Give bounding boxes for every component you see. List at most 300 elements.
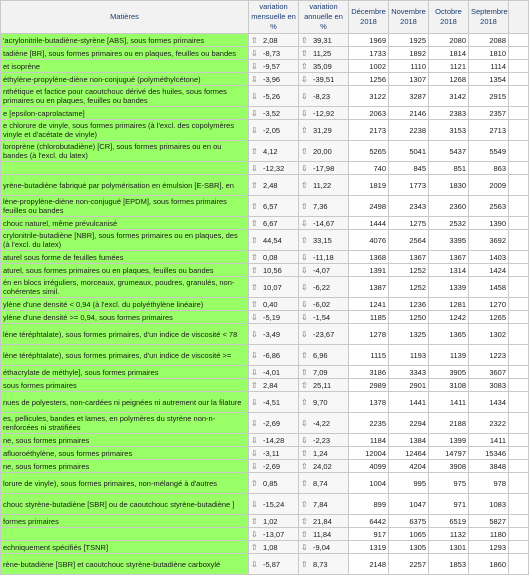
dec-value-cell: 4076 <box>349 230 389 251</box>
table-row <box>1 473 529 494</box>
extra-cell <box>509 251 529 264</box>
table-row <box>1 230 529 251</box>
oct-value-cell: 1268 <box>429 73 469 86</box>
sep-value-cell: 863 <box>469 162 509 175</box>
oct-value-cell: 1830 <box>429 175 469 196</box>
var-mensuelle-cell-value: 2,08 <box>263 35 278 45</box>
nov-value-cell: 1252 <box>389 277 429 298</box>
var-mensuelle-cell-value: 1,08 <box>263 542 278 552</box>
arrow-down-icon: ⇩ <box>251 125 258 135</box>
oct-value-cell: 1399 <box>429 434 469 447</box>
var-mensuelle-cell-value: -5,19 <box>263 312 281 322</box>
nov-value-cell: 2238 <box>389 120 429 141</box>
arrow-up-icon: ⇧ <box>301 35 308 45</box>
var-mensuelle-cell <box>249 264 299 277</box>
matiere-cell: chouc styrène-butadiène [SBR] ou de caoutchouc styrène-butadiène ] <box>1 494 249 515</box>
matiere-cell: nthétique et factice pour caoutchouc dérivé des huiles, sous formes primaires ou en plaques, feuilles ou bandes <box>1 86 249 107</box>
arrow-up-icon: ⇧ <box>301 125 308 135</box>
col-header-nov: Novembre 2018 <box>389 1 429 34</box>
var-mensuelle-cell-value: -13,07 <box>263 529 285 539</box>
arrow-up-icon: ⇧ <box>301 448 308 458</box>
arrow-down-icon: ⇩ <box>301 312 308 322</box>
arrow-up-icon: ⇧ <box>251 516 258 526</box>
arrow-up-icon: ⇧ <box>301 61 308 71</box>
oct-value-cell: 3908 <box>429 460 469 473</box>
nov-value-cell: 3343 <box>389 366 429 379</box>
arrow-up-icon: ⇧ <box>251 146 258 156</box>
extra-cell <box>509 324 529 345</box>
table-row <box>1 311 529 324</box>
extra-cell <box>509 47 529 60</box>
matiere-cell: aturel, sous formes primaires ou en plaques, feuilles ou bandes <box>1 264 249 277</box>
extra-cell <box>509 447 529 460</box>
dec-value-cell: 1319 <box>349 541 389 554</box>
arrow-up-icon: ⇧ <box>251 542 258 552</box>
arrow-down-icon: ⇩ <box>251 329 258 339</box>
matiere-cell: én en blocs irréguliers, morceaux, grumeaux, poudres, granulés, non-cohérentes simil. <box>1 277 249 298</box>
var-annuelle-cell <box>299 230 349 251</box>
matiere-cell: sous formes primaires <box>1 379 249 392</box>
var-mensuelle-cell-value: 1,02 <box>263 516 278 526</box>
var-mensuelle-cell-value: -3,52 <box>263 108 281 118</box>
dec-value-cell: 1378 <box>349 392 389 413</box>
arrow-down-icon: ⇩ <box>301 282 308 292</box>
arrow-down-icon: ⇩ <box>251 448 258 458</box>
var-annuelle-cell-value: -4,07 <box>313 265 331 275</box>
arrow-up-icon: ⇧ <box>301 201 308 211</box>
matiere-cell: crylonitrile-butadiène [NBR], sous formes primaires ou en plaques, des (à l'excl. du latex) <box>1 230 249 251</box>
var-annuelle-cell-value: 6,96 <box>313 350 328 360</box>
table-row <box>1 277 529 298</box>
matiere-cell: tadiène [BR], sous formes primaires ou en plaques, feuilles ou bandes <box>1 47 249 60</box>
var-annuelle-cell-value: -9,04 <box>313 542 331 552</box>
sep-value-cell: 1270 <box>469 298 509 311</box>
extra-cell <box>509 366 529 379</box>
table-row <box>1 47 529 60</box>
var-annuelle-cell-value: -2,23 <box>313 435 331 445</box>
oct-value-cell: 1853 <box>429 554 469 575</box>
var-annuelle-cell-value: -17,98 <box>313 163 335 173</box>
col-header-var-annuelle: variation annuelle en % <box>299 1 349 34</box>
matiere-cell: e [epsilon-caprolactame] <box>1 107 249 120</box>
var-mensuelle-cell <box>249 34 299 47</box>
matiere-cell: yrène-butadiène fabriqué par polymérisation en émulsion [E-SBR], en <box>1 175 249 196</box>
var-annuelle-cell <box>299 107 349 120</box>
table-row <box>1 392 529 413</box>
matiere-cell: loroprène (chlorobutadiène) [CR], sous formes primaires ou en ou bandes (à l'excl. du latex) <box>1 141 249 162</box>
nov-value-cell: 1307 <box>389 73 429 86</box>
col-header-matieres: Matières <box>1 1 249 34</box>
var-annuelle-cell <box>299 264 349 277</box>
extra-cell <box>509 60 529 73</box>
var-annuelle-cell-value: -39,51 <box>313 74 335 84</box>
table-row <box>1 34 529 47</box>
arrow-down-icon: ⇩ <box>301 252 308 262</box>
oct-value-cell: 2360 <box>429 196 469 217</box>
var-mensuelle-cell-value: -2,05 <box>263 125 281 135</box>
var-mensuelle-cell-value: -8,73 <box>263 48 281 58</box>
dec-value-cell: 4099 <box>349 460 389 473</box>
extra-cell <box>509 460 529 473</box>
nov-value-cell: 2146 <box>389 107 429 120</box>
table-row <box>1 107 529 120</box>
sep-value-cell: 15346 <box>469 447 509 460</box>
table-row <box>1 494 529 515</box>
var-annuelle-cell <box>299 47 349 60</box>
arrow-up-icon: ⇧ <box>251 265 258 275</box>
matiere-cell: chouc naturel, même prévulcanisé <box>1 217 249 230</box>
var-annuelle-cell-value: 8,74 <box>313 478 328 488</box>
oct-value-cell: 3108 <box>429 379 469 392</box>
var-mensuelle-cell-value: 2,84 <box>263 380 278 390</box>
nov-value-cell: 2564 <box>389 230 429 251</box>
var-annuelle-cell <box>299 447 349 460</box>
extra-cell <box>509 392 529 413</box>
sep-value-cell: 1390 <box>469 217 509 230</box>
var-annuelle-cell <box>299 324 349 345</box>
var-annuelle-cell-value: 7,84 <box>313 499 328 509</box>
table-row <box>1 434 529 447</box>
matiere-cell: éthacrylate de méthyle], sous formes primaires <box>1 366 249 379</box>
oct-value-cell: 2188 <box>429 413 469 434</box>
arrow-down-icon: ⇩ <box>251 61 258 71</box>
sep-value-cell: 2915 <box>469 86 509 107</box>
arrow-down-icon: ⇩ <box>251 350 258 360</box>
var-mensuelle-cell-value: -6,86 <box>263 350 281 360</box>
sep-value-cell: 1354 <box>469 73 509 86</box>
sep-value-cell: 1265 <box>469 311 509 324</box>
oct-value-cell: 1242 <box>429 311 469 324</box>
sep-value-cell: 1424 <box>469 264 509 277</box>
var-mensuelle-cell <box>249 230 299 251</box>
table-row <box>1 541 529 554</box>
oct-value-cell: 3142 <box>429 86 469 107</box>
var-annuelle-cell <box>299 60 349 73</box>
sep-value-cell: 1860 <box>469 554 509 575</box>
var-mensuelle-cell <box>249 73 299 86</box>
dec-value-cell: 1733 <box>349 47 389 60</box>
var-annuelle-cell <box>299 120 349 141</box>
arrow-up-icon: ⇧ <box>251 478 258 488</box>
var-annuelle-cell-value: 39,31 <box>313 35 332 45</box>
matiere-cell: ne, sous formes primaires <box>1 434 249 447</box>
dec-value-cell: 917 <box>349 528 389 541</box>
sep-value-cell: 1810 <box>469 47 509 60</box>
arrow-up-icon: ⇧ <box>251 235 258 245</box>
arrow-up-icon: ⇧ <box>301 516 308 526</box>
table-row <box>1 162 529 175</box>
var-mensuelle-cell <box>249 107 299 120</box>
dec-value-cell: 1004 <box>349 473 389 494</box>
oct-value-cell: 2080 <box>429 34 469 47</box>
var-annuelle-cell-value: 1,24 <box>313 448 328 458</box>
var-mensuelle-cell-value: -9,57 <box>263 61 281 71</box>
arrow-down-icon: ⇩ <box>251 74 258 84</box>
extra-cell <box>509 86 529 107</box>
var-annuelle-cell <box>299 473 349 494</box>
sep-value-cell: 5549 <box>469 141 509 162</box>
extra-cell <box>509 141 529 162</box>
var-mensuelle-cell-value: 0,08 <box>263 252 278 262</box>
extra-cell <box>509 473 529 494</box>
table-row <box>1 251 529 264</box>
nov-value-cell: 2257 <box>389 554 429 575</box>
dec-value-cell: 1184 <box>349 434 389 447</box>
oct-value-cell: 6519 <box>429 515 469 528</box>
table-row <box>1 324 529 345</box>
dec-value-cell: 1185 <box>349 311 389 324</box>
var-mensuelle-cell-value: 0,85 <box>263 478 278 488</box>
extra-cell <box>509 379 529 392</box>
table-row <box>1 175 529 196</box>
oct-value-cell: 971 <box>429 494 469 515</box>
arrow-up-icon: ⇧ <box>301 367 308 377</box>
oct-value-cell: 1367 <box>429 251 469 264</box>
dec-value-cell: 2063 <box>349 107 389 120</box>
arrow-down-icon: ⇩ <box>301 74 308 84</box>
nov-value-cell: 1236 <box>389 298 429 311</box>
extra-cell <box>509 311 529 324</box>
dec-value-cell: 2989 <box>349 379 389 392</box>
sep-value-cell: 1411 <box>469 434 509 447</box>
oct-value-cell: 3905 <box>429 366 469 379</box>
table-row <box>1 515 529 528</box>
arrow-down-icon: ⇩ <box>301 108 308 118</box>
arrow-down-icon: ⇩ <box>301 163 308 173</box>
var-mensuelle-cell-value: -4,01 <box>263 367 281 377</box>
nov-value-cell: 1367 <box>389 251 429 264</box>
sep-value-cell: 1302 <box>469 324 509 345</box>
extra-cell <box>509 73 529 86</box>
dec-value-cell: 740 <box>349 162 389 175</box>
var-mensuelle-cell-value: -2,69 <box>263 418 281 428</box>
matiere-cell <box>1 162 249 175</box>
var-annuelle-cell <box>299 528 349 541</box>
table-row <box>1 298 529 311</box>
var-mensuelle-cell <box>249 251 299 264</box>
dec-value-cell: 6442 <box>349 515 389 528</box>
table-row <box>1 264 529 277</box>
matiere-cell: éthylène-propylène-diène non-conjugué (polyméthylcétone) <box>1 73 249 86</box>
var-annuelle-cell-value: -11,18 <box>313 252 334 262</box>
table-body <box>1 34 529 575</box>
arrow-up-icon: ⇧ <box>301 146 308 156</box>
var-annuelle-cell <box>299 345 349 366</box>
var-mensuelle-cell-value: -2,69 <box>263 461 281 471</box>
dec-value-cell: 1278 <box>349 324 389 345</box>
dec-value-cell: 1819 <box>349 175 389 196</box>
var-mensuelle-cell-value: -15,24 <box>263 499 285 509</box>
table-row <box>1 379 529 392</box>
oct-value-cell: 2532 <box>429 217 469 230</box>
var-annuelle-cell-value: 9,70 <box>313 397 328 407</box>
arrow-down-icon: ⇩ <box>251 529 258 539</box>
arrow-up-icon: ⇧ <box>251 282 258 292</box>
sep-value-cell: 3083 <box>469 379 509 392</box>
oct-value-cell: 1365 <box>429 324 469 345</box>
dec-value-cell: 1368 <box>349 251 389 264</box>
var-annuelle-cell-value: -12,92 <box>313 108 335 118</box>
matiere-cell: e chlorure de vinyle, sous formes primaires (à l'excl. des copolymères vinyle et d'acétate de vinyle) <box>1 120 249 141</box>
var-mensuelle-cell <box>249 60 299 73</box>
var-mensuelle-cell <box>249 47 299 60</box>
nov-value-cell: 1773 <box>389 175 429 196</box>
var-annuelle-cell-value: -6,22 <box>313 282 331 292</box>
var-annuelle-cell <box>299 175 349 196</box>
table-row <box>1 141 529 162</box>
var-annuelle-cell <box>299 392 349 413</box>
var-mensuelle-cell <box>249 541 299 554</box>
arrow-up-icon: ⇧ <box>301 380 308 390</box>
var-mensuelle-cell-value: 10,56 <box>263 265 282 275</box>
arrow-down-icon: ⇩ <box>251 91 258 101</box>
oct-value-cell: 1339 <box>429 277 469 298</box>
extra-cell <box>509 345 529 366</box>
var-annuelle-cell-value: 35,09 <box>313 61 332 71</box>
arrow-up-icon: ⇧ <box>301 235 308 245</box>
nov-value-cell: 1110 <box>389 60 429 73</box>
sep-value-cell: 2009 <box>469 175 509 196</box>
var-mensuelle-cell-value: -3,11 <box>263 448 280 458</box>
oct-value-cell: 1314 <box>429 264 469 277</box>
table-row <box>1 217 529 230</box>
arrow-up-icon: ⇧ <box>251 201 258 211</box>
var-annuelle-cell <box>299 515 349 528</box>
sep-value-cell: 978 <box>469 473 509 494</box>
var-mensuelle-cell-value: -3,96 <box>263 74 281 84</box>
oct-value-cell: 14797 <box>429 447 469 460</box>
dec-value-cell: 2498 <box>349 196 389 217</box>
arrow-up-icon: ⇧ <box>301 478 308 488</box>
nov-value-cell: 2294 <box>389 413 429 434</box>
var-mensuelle-cell <box>249 217 299 230</box>
matiere-cell: formes primaires <box>1 515 249 528</box>
arrow-down-icon: ⇩ <box>251 108 258 118</box>
var-annuelle-cell <box>299 86 349 107</box>
table-row <box>1 196 529 217</box>
arrow-down-icon: ⇩ <box>251 499 258 509</box>
header-row <box>1 1 529 34</box>
nov-value-cell: 1250 <box>389 311 429 324</box>
var-annuelle-cell <box>299 162 349 175</box>
arrow-down-icon: ⇩ <box>251 559 258 569</box>
arrow-up-icon: ⇧ <box>251 380 258 390</box>
matiere-cell: lorure de vinyle), sous formes primaires, non-mélangé à d'autres <box>1 473 249 494</box>
matiere-cell <box>1 528 249 541</box>
extra-cell <box>509 196 529 217</box>
arrow-down-icon: ⇩ <box>251 48 258 58</box>
var-mensuelle-cell <box>249 196 299 217</box>
oct-value-cell: 975 <box>429 473 469 494</box>
dec-value-cell: 12004 <box>349 447 389 460</box>
var-mensuelle-cell-value: -5,87 <box>263 559 281 569</box>
extra-cell <box>509 413 529 434</box>
sep-value-cell: 1403 <box>469 251 509 264</box>
var-annuelle-cell <box>299 277 349 298</box>
var-mensuelle-cell-value: 4,12 <box>263 146 278 156</box>
dec-value-cell: 1002 <box>349 60 389 73</box>
matiere-cell: rène-butadiène [SBR] et caoutchouc styrène-butadiène carboxylé <box>1 554 249 575</box>
sep-value-cell: 2713 <box>469 120 509 141</box>
var-mensuelle-cell <box>249 141 299 162</box>
sep-value-cell: 1293 <box>469 541 509 554</box>
extra-cell <box>509 217 529 230</box>
oct-value-cell: 3153 <box>429 120 469 141</box>
col-header-sep: Septembre 2018 <box>469 1 509 34</box>
sep-value-cell: 1180 <box>469 528 509 541</box>
var-mensuelle-cell <box>249 345 299 366</box>
var-annuelle-cell <box>299 413 349 434</box>
arrow-down-icon: ⇩ <box>301 542 308 552</box>
sep-value-cell: 2357 <box>469 107 509 120</box>
arrow-down-icon: ⇩ <box>301 91 308 101</box>
dec-value-cell: 2173 <box>349 120 389 141</box>
nov-value-cell: 2901 <box>389 379 429 392</box>
var-mensuelle-cell-value: 6,57 <box>263 201 278 211</box>
matiere-cell: ylène d'une densité < 0,94 (à l'excl. du polyéthylène linéaire) <box>1 298 249 311</box>
var-mensuelle-cell <box>249 86 299 107</box>
oct-value-cell: 3395 <box>429 230 469 251</box>
extra-cell <box>509 277 529 298</box>
var-annuelle-cell <box>299 434 349 447</box>
var-annuelle-cell <box>299 554 349 575</box>
var-annuelle-cell <box>299 251 349 264</box>
table-row <box>1 60 529 73</box>
var-annuelle-cell-value: 25,11 <box>313 380 332 390</box>
var-annuelle-cell-value: -8,23 <box>313 91 331 101</box>
nov-value-cell: 1305 <box>389 541 429 554</box>
sep-value-cell: 2322 <box>469 413 509 434</box>
arrow-down-icon: ⇩ <box>301 218 308 228</box>
arrow-up-icon: ⇧ <box>251 218 258 228</box>
table-row <box>1 345 529 366</box>
var-annuelle-cell-value: 7,09 <box>313 367 328 377</box>
oct-value-cell: 5437 <box>429 141 469 162</box>
arrow-up-icon: ⇧ <box>301 397 308 407</box>
var-annuelle-cell-value: 31,29 <box>313 125 332 135</box>
matiere-cell: echniquement spécifiés [TSNR] <box>1 541 249 554</box>
oct-value-cell: 1121 <box>429 60 469 73</box>
nov-value-cell: 1065 <box>389 528 429 541</box>
dec-value-cell: 1444 <box>349 217 389 230</box>
var-mensuelle-cell-value: 44,54 <box>263 235 282 245</box>
var-mensuelle-cell <box>249 473 299 494</box>
arrow-up-icon: ⇧ <box>251 299 258 309</box>
sep-value-cell: 2088 <box>469 34 509 47</box>
arrow-up-icon: ⇧ <box>301 48 308 58</box>
nov-value-cell: 845 <box>389 162 429 175</box>
matiere-cell: nues de polyesters, non-cardées ni peignées ni autrement our la filature <box>1 392 249 413</box>
col-header-extra <box>509 1 529 34</box>
arrow-up-icon: ⇧ <box>301 461 308 471</box>
dec-value-cell: 1387 <box>349 277 389 298</box>
nov-value-cell: 5041 <box>389 141 429 162</box>
extra-cell <box>509 541 529 554</box>
var-mensuelle-cell-value: 0,40 <box>263 299 278 309</box>
arrow-down-icon: ⇩ <box>301 418 308 428</box>
sep-value-cell: 3692 <box>469 230 509 251</box>
oct-value-cell: 1301 <box>429 541 469 554</box>
nov-value-cell: 1252 <box>389 264 429 277</box>
var-annuelle-cell-value: -1,54 <box>313 312 331 322</box>
var-annuelle-cell <box>299 311 349 324</box>
var-mensuelle-cell <box>249 162 299 175</box>
var-mensuelle-cell-value: 10,07 <box>263 282 282 292</box>
extra-cell <box>509 107 529 120</box>
arrow-down-icon: ⇩ <box>251 418 258 428</box>
var-annuelle-cell <box>299 494 349 515</box>
nov-value-cell: 6375 <box>389 515 429 528</box>
